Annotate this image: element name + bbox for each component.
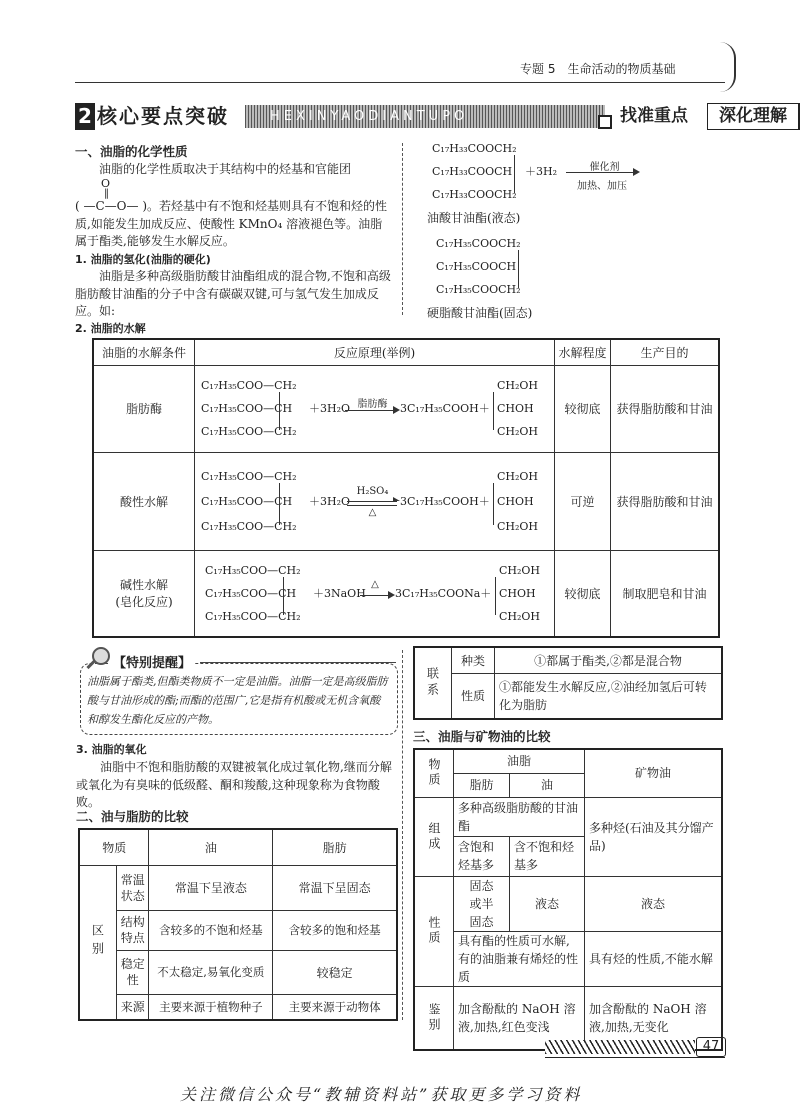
lx-val: ①都能发生水解反应,②油经加氢后可转化为脂肪 [495,673,723,719]
ht-arrow [345,410,397,411]
oil-fat-table [78,828,398,1021]
column-divider-2 [402,650,403,1020]
ht-gbond [495,577,496,615]
mineral-oil-table [413,748,723,1051]
ht-cond: 碱性水解 [119,578,168,593]
banner-square-icon [598,115,612,129]
lx-key: 种类 [452,647,495,673]
chapter-header: 专题 5 生命活动的物质基础 [520,62,676,76]
table-row [414,876,722,931]
ht-purpose: 制取肥皂和甘油 [611,550,720,637]
table-row [93,550,719,637]
ht-reagent: ＋3NaOH [313,586,366,600]
banner-pinyin: HEXINYAODIANTUPO [270,109,469,124]
ht-g1: CH₂OH [497,469,539,483]
sec3b-title: 三、油脂与矿物油的比较 [413,729,551,744]
ht-g3: CH₂OH [497,424,539,438]
mo-youzhi: 油脂 [454,749,585,773]
ht-bond [283,577,284,615]
ht-arrow-top: H₂SO₄ [356,485,389,497]
ht-product: 3C₁₇H₃₅COOH＋ [400,494,490,508]
sec1-left [75,143,393,321]
ht-g2: CHOH [497,401,534,415]
ht-arrow [347,501,397,502]
mo-matter: 物质 [414,749,454,797]
mo-xz1-b: 液态 [510,876,585,931]
ht-g3: CH₂OH [499,609,541,623]
of-key: 常温状态 [117,865,149,910]
ht-arrowhead [393,497,400,501]
sec1-p1: 油脂的化学性质取决于其结构中的烃基和官能团 [99,161,352,176]
mo-xz1-a: 固态或半固态 [454,876,510,931]
ht-cond2: (皂化反应) [115,595,173,610]
lx-val: ①都属于酯类,②都是混合物 [495,647,723,673]
ht-l1: C₁₇H₃₅COO—CH₂ [205,563,301,577]
sec2-title: 二、油与脂肪的比较 [76,809,189,824]
ht-degree: 较彻底 [555,550,611,637]
of-oil: 常温下呈液态 [149,865,273,910]
mo-kuangwu: 矿物油 [585,749,723,797]
ht-product: 3C₁₇H₃₅COONa＋ [395,586,492,600]
column-divider [402,143,403,315]
ht-l1: C₁₇H₃₅COO—CH₂ [201,378,297,392]
mo-xz2-c: 具有烃的性质,不能水解 [585,931,723,986]
of-header-fat: 脂肪 [273,829,397,865]
hydro-cond-bottom: 加热、加压 [577,181,627,192]
table-row [414,931,722,986]
ht-arrow-back [347,505,397,506]
ht-header-purpose: 生产目的 [611,339,720,365]
of-oil: 不太稳定,易氧化变质 [149,950,273,994]
table-row [93,365,719,452]
sec3-text: 油脂中不饱和脂肪酸的双键被氧化成过氧化物,继而分解或氧化为有臭味的低级醛、酮和羧酸,这种现象称为食物酸败。 [76,760,392,809]
tip-rule [200,662,396,663]
mo-xz1-c: 液态 [585,876,723,931]
mo-zc-a: 含饱和烃基多 [454,836,510,876]
lianxi-table [413,646,723,720]
of-key: 结构特点 [117,910,149,950]
table-row [414,797,722,836]
ht-purpose: 获得脂肪酸和甘油 [611,365,720,452]
hydro-cond-top: 催化剂 [589,162,620,173]
mo-jianbie: 鉴别 [414,986,454,1050]
table-row [79,994,397,1020]
sec1-h1: 1. 油脂的氢化(油脂的硬化) [75,252,211,266]
hydrolysis-table [92,338,720,638]
page-number: 47 [696,1037,726,1057]
table-row [79,865,397,910]
hydro-p1: C₁₇H₃₅COOCH₂ [436,237,521,250]
sec1-title: 一、油脂的化学性质 [75,144,188,159]
ester-group-o: O [101,177,111,190]
ht-cond: 酸性水解 [119,494,168,509]
of-key: 来源 [117,994,149,1020]
ht-l3: C₁₇H₃₅COO—CH₂ [201,519,297,533]
ht-l1: C₁₇H₃₅COO—CH₂ [201,469,297,483]
ht-product: 3C₁₇H₃₅COOH＋ [400,401,490,415]
hydro-r3: C₁₇H₃₃COOCH₂ [432,188,517,201]
of-oil: 含较多的不饱和烃基 [149,910,273,950]
sec1-p2: 油脂是多种高级脂肪酸甘油酯组成的混合物,不饱和高级脂肪酸甘油酯的分子中含有碳碳双键,可与氢气发生加成反应。如: [75,269,391,318]
ht-g3: CH₂OH [497,519,539,533]
mo-zhifang: 脂肪 [454,773,510,797]
ht-purpose: 获得脂肪酸和甘油 [611,452,720,550]
ht-arrow-top: △ [371,578,379,590]
banner-tag1: 找准重点 [620,106,688,126]
hydro-p2: C₁₇H₃₅COOCH [436,260,517,273]
ht-l3: C₁₇H₃₅COO—CH₂ [201,424,297,438]
table-row [79,950,397,994]
ht-header-principle: 反应原理(举例) [195,339,555,365]
hydro-bond2 [518,250,519,288]
ht-cond: 脂肪酶 [125,402,162,416]
mo-xz2-ab: 具有酯的性质可水解,有的油脂兼有烯烃的性质 [454,931,585,986]
table-row [79,910,397,950]
lx-group: 联系 [414,647,452,719]
banner-tag2: 深化理解 [707,103,799,130]
header-bracket [720,42,736,92]
ht-g2: CHOH [497,494,534,508]
hydro-arrow [566,172,638,173]
mo-jb-c: 加含酚酞的 NaOH 溶液,加热,无变化 [585,986,723,1050]
ht-header-degree: 水解程度 [555,339,611,365]
ht-reagent: ＋3H₂O [309,401,351,415]
sec1-h2: 2. 油脂的水解 [75,322,146,335]
ht-bond [279,392,280,430]
ht-degree: 较彻底 [555,365,611,452]
mo-zc-top: 多种高级脂肪酸的甘油酯 [454,797,585,836]
of-fat: 主要来源于动物体 [273,994,397,1020]
ht-reagent: ＋3H₂O [309,494,351,508]
mo-zc-b: 含不饱和烃基多 [510,836,585,876]
sec3-h: 3. 油脂的氧化 [76,743,147,756]
hydro-arrowhead [633,168,640,176]
ht-g1: CH₂OH [497,378,539,392]
mo-jb-ab: 加含酚酞的 NaOH 溶液,加热,红色变浅 [454,986,585,1050]
header-rule [75,82,725,83]
ht-l2: C₁₇H₃₅COO—CH [205,586,297,600]
ht-g2: CHOH [499,586,536,600]
ht-gbond [493,483,494,525]
footer-rule [545,1057,725,1058]
ht-arrow-top: 脂肪酶 [357,398,388,410]
hydro-r2: C₁₇H₃₃COOCH [432,165,513,178]
footer-stripes [545,1040,695,1054]
ht-degree: 可逆 [555,452,611,550]
hydro-bond [514,155,515,193]
of-fat: 较稳定 [273,950,397,994]
of-fat: 常温下呈固态 [273,865,397,910]
mo-zucheng: 组成 [414,797,454,876]
tip-text: 油脂属于酯类,但酯类物质不一定是油脂。油脂一定是高级脂肪酸与甘油形成的酯;而酯的范围广,它是指有机酸或无机含氧酸和醇发生酯化反应的产物。 [87,675,388,726]
ht-header-cond: 油脂的水解条件 [93,339,195,365]
table-row [414,647,722,673]
of-header-oil: 油 [149,829,273,865]
hydro-p3: C₁₇H₃₅COOCH₂ [436,283,521,296]
banner-title: 核心要点突破 [97,104,229,128]
table-row [414,673,722,719]
ester-group-bond: ‖ [104,188,109,199]
mo-you: 油 [510,773,585,797]
ht-g1: CH₂OH [499,563,541,577]
of-group: 区别 [79,865,117,1020]
of-key: 稳定性 [117,950,149,994]
of-header-matter: 物质 [79,829,149,865]
ht-arrow-bottom: △ [368,506,377,518]
ht-bond [279,483,280,525]
hydro-left-name: 油酸甘油酯(液态) [427,211,521,225]
mo-zc-c: 多种烃(石油及其分馏产品) [585,797,723,876]
ht-l2: C₁₇H₃₅COO—CH [201,494,293,508]
footer-note: 关注微信公众号“教辅资料站”获取更多学习资料 [180,1085,583,1104]
hydro-r1: C₁₇H₃₃COOCH₂ [432,142,517,155]
hydro-right-name: 硬脂酸甘油酯(固态) [427,306,533,320]
ht-arrowhead [388,591,395,599]
section-banner [75,103,787,130]
ht-l2: C₁₇H₃₅COO—CH [201,401,293,415]
of-fat: 含较多的饱和烃基 [273,910,397,950]
tip-title: 【特别提醒】 [110,652,194,671]
sec1-group-text: ( —C—O— )。若烃基中有不饱和烃基则具有不饱和烃的性质,如能发生加成反应、使酸性 KMnO₄ 溶液褪色等。油脂属于酯类,能够发生水解反应。 [75,199,388,248]
of-oil: 主要来源于植物种子 [149,994,273,1020]
hydro-plus: ＋3H₂ [525,165,558,178]
banner-number: 2 [75,103,95,130]
ht-arrowhead [393,406,400,414]
table-row [93,452,719,550]
lx-key: 性质 [452,673,495,719]
ht-gbond [493,392,494,430]
mo-xingzhi: 性质 [414,876,454,986]
ht-l3: C₁₇H₃₅COO—CH₂ [205,609,301,623]
